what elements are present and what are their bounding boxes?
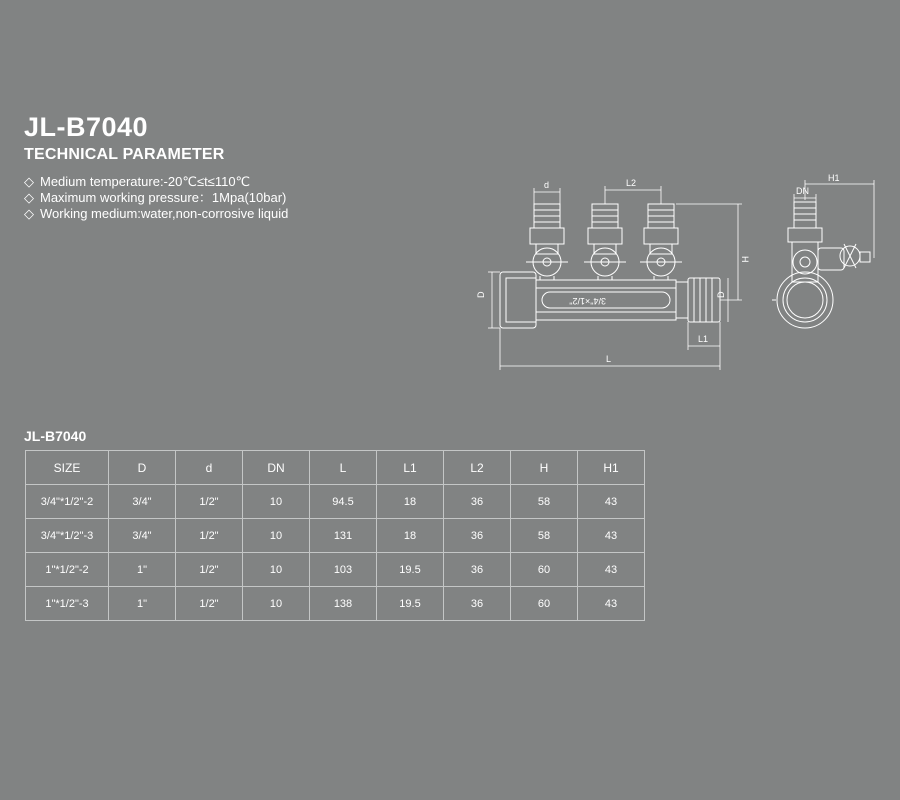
table-row <box>26 519 645 553</box>
dim-label-d: d <box>544 180 550 190</box>
cell-d-outer: 3/4" <box>109 519 176 553</box>
header-dn: DN <box>243 451 310 485</box>
cell-l: 138 <box>310 587 377 621</box>
cell-l1: 19.5 <box>377 587 444 621</box>
dim-label-h: H <box>740 256 750 263</box>
cell-l: 103 <box>310 553 377 587</box>
param-medium-temperature <box>24 174 288 190</box>
dim-label-d-left: D <box>476 291 486 298</box>
cell-l2: 36 <box>444 553 511 587</box>
cell-d-outer: 3/4" <box>109 485 176 519</box>
cell-l1: 18 <box>377 485 444 519</box>
header-h: H <box>511 451 578 485</box>
header-l: L <box>310 451 377 485</box>
side-view <box>772 202 870 328</box>
cell-dn: 10 <box>243 587 310 621</box>
parameter-list <box>24 174 288 222</box>
cell-l: 131 <box>310 519 377 553</box>
cell-l2: 36 <box>444 587 511 621</box>
cell-h1: 43 <box>578 485 645 519</box>
dim-label-h1: H1 <box>828 173 840 183</box>
cell-h: 58 <box>511 485 578 519</box>
table-row <box>26 485 645 519</box>
cell-d-inner: 1/2" <box>176 485 243 519</box>
param-working-pressure <box>24 190 288 206</box>
param-working-medium <box>24 206 288 222</box>
cell-h: 58 <box>511 519 578 553</box>
cell-d-inner: 1/2" <box>176 587 243 621</box>
cell-h: 60 <box>511 587 578 621</box>
cell-dn: 10 <box>243 485 310 519</box>
table-title: JL-B7040 <box>24 428 87 444</box>
cell-h1: 43 <box>578 587 645 621</box>
header-d-inner: d <box>176 451 243 485</box>
table-row <box>26 587 645 621</box>
cell-l: 94.5 <box>310 485 377 519</box>
cell-d-outer: 1" <box>109 587 176 621</box>
diamond-icon: ◇ <box>24 190 34 205</box>
dim-label-l1: L1 <box>698 334 709 344</box>
body-marking: 3/4"×1/2" <box>569 296 606 306</box>
diamond-icon: ◇ <box>24 206 34 221</box>
parameter-table <box>25 450 645 621</box>
cell-dn: 10 <box>243 519 310 553</box>
cell-l2: 36 <box>444 519 511 553</box>
table-header-row <box>26 451 645 485</box>
cell-h1: 43 <box>578 519 645 553</box>
cell-size: 1"*1/2"-3 <box>26 587 109 621</box>
cell-l1: 19.5 <box>377 553 444 587</box>
diamond-icon: ◇ <box>24 174 34 189</box>
dim-label-d-right: D <box>716 291 726 298</box>
dim-label-l2: L2 <box>626 178 637 188</box>
cell-l1: 18 <box>377 519 444 553</box>
table-row <box>26 553 645 587</box>
cell-d-inner: 1/2" <box>176 519 243 553</box>
header-size: SIZE <box>26 451 109 485</box>
header-l2: L2 <box>444 451 511 485</box>
header-d-outer: D <box>109 451 176 485</box>
cell-l2: 36 <box>444 485 511 519</box>
cell-h1: 43 <box>578 553 645 587</box>
param-text: Maximum working pressure：1Mpa(10bar) <box>40 190 287 205</box>
header-l1: L1 <box>377 451 444 485</box>
cell-dn: 10 <box>243 553 310 587</box>
cell-size: 3/4"*1/2"-2 <box>26 485 109 519</box>
cell-size: 3/4"*1/2"-3 <box>26 519 109 553</box>
product-model-title: JL-B7040 <box>24 112 149 142</box>
cell-d-inner: 1/2" <box>176 553 243 587</box>
cell-d-outer: 1" <box>109 553 176 587</box>
front-view <box>500 204 720 328</box>
cell-h: 60 <box>511 553 578 587</box>
cell-size: 1"*1/2"-2 <box>26 553 109 587</box>
header-h1: H1 <box>578 451 645 485</box>
param-text: Medium temperature:-20℃≤t≤110℃ <box>40 174 251 189</box>
dim-label-dn: DN <box>796 186 809 196</box>
technical-parameter-heading: TECHNICAL PARAMETER <box>24 146 225 163</box>
technical-drawing <box>476 170 886 380</box>
param-text: Working medium:water,non-corrosive liquid <box>40 206 289 221</box>
dim-label-l: L <box>606 354 612 364</box>
